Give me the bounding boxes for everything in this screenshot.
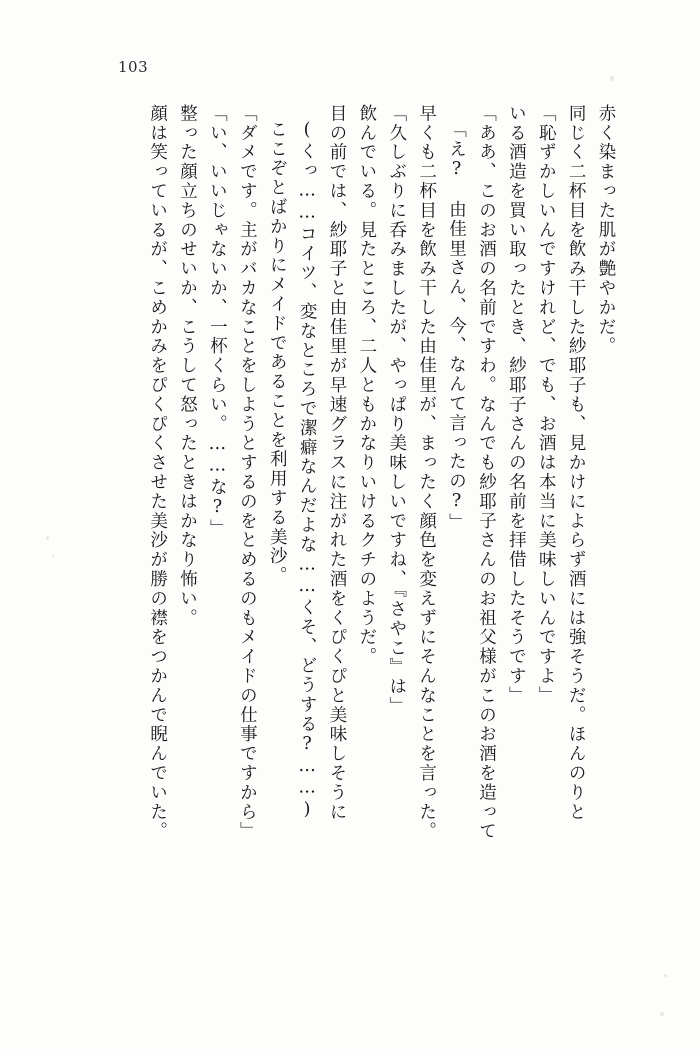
text-column: 「久しぶりに呑みましたが、やっぱり美味しいですね、『さやこ』は」	[386, 104, 407, 717]
text-column: ここぞとばかりにメイドであることを利用する美沙。	[267, 120, 288, 586]
text-column: 整った顔立ちのせいか、こうして怒ったときはかなり怖い。	[177, 104, 198, 628]
text-column: (くっ……コイツ、変なところで潔癖なんだよな……くそ、どうする?……)	[297, 120, 318, 822]
scan-speck	[52, 555, 54, 558]
text-column: 「え? 由佳里さん、今、なんて言ったの?」	[446, 120, 467, 533]
scan-speck	[664, 974, 667, 977]
text-column: 赤く染まった肌が艶やかだ。	[596, 104, 616, 357]
scan-speck	[46, 536, 49, 540]
text-column: 目の前では、紗耶子と由佳里が早速グラスに注がれた酒をくぴくぴと美味しそうに	[326, 104, 347, 822]
text-column: 「い、いいじゃないか、一杯くらい。……な?」	[207, 104, 228, 539]
text-column: 飲んでいる。見たところ、二人ともかなりいけるクチのようだ。	[356, 104, 377, 667]
text-column: 「ああ、このお酒の名前ですわ。なんでも紗耶子さんのお祖父様がこのお酒を造って	[476, 104, 497, 842]
scan-speck	[610, 76, 614, 81]
text-column: 顔は笑っているが、こめかみをぴくぴくさせた美沙が勝の襟をつかんで睨んでいた。	[147, 104, 168, 842]
text-column: いる酒造を買い取ったとき、紗耶子さんの名前を拝借したそうです」	[506, 104, 527, 706]
vertical-text-block	[136, 104, 614, 984]
text-column: 早くも二杯目を飲み干した由佳里が、まったく顔色を変えずにそんなことを言った。	[416, 104, 437, 842]
scan-speck	[660, 1012, 664, 1016]
text-column: 「ダメです。主がバカなことをしようとするのをとめるのもメイドの仕事ですから」	[237, 104, 258, 842]
page-number: 103	[118, 58, 149, 76]
text-column: 「恥ずかしいんですけれど、でも、お酒は本当に美味しいんですよ」	[536, 104, 557, 706]
text-column: 同じく二杯目を飲み干した紗耶子も、見かけによらず酒には強そうだ。ほんのりと	[566, 104, 587, 822]
